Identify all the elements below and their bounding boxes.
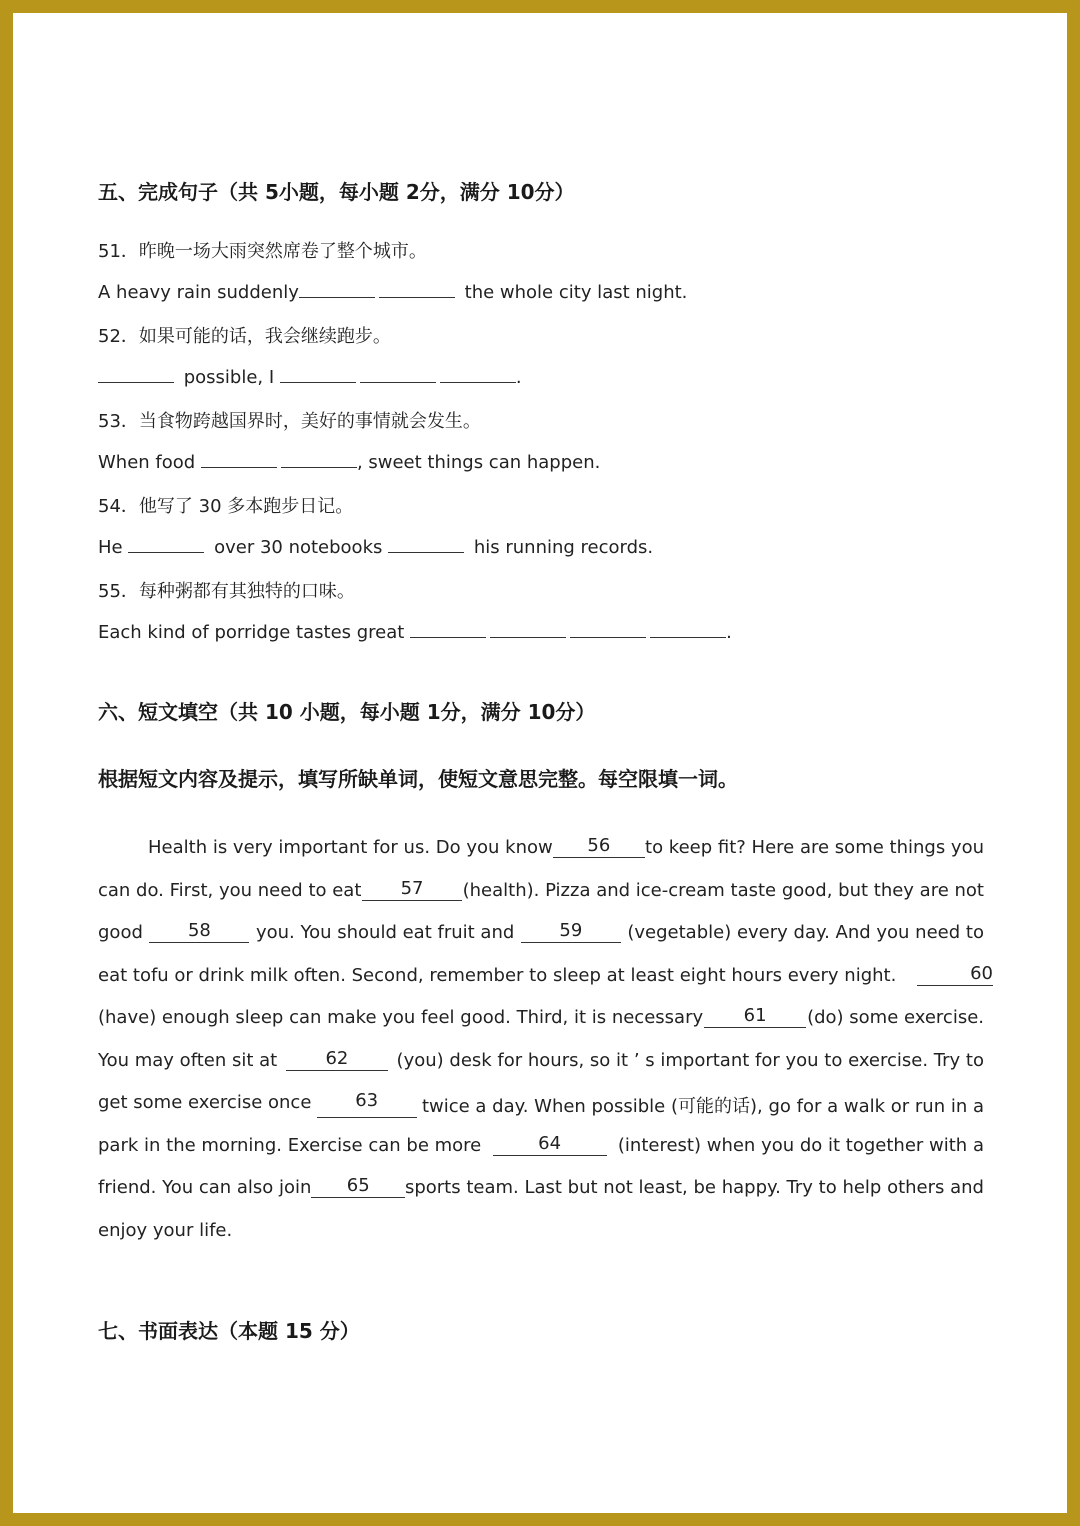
blank-60[interactable]: 60 [917,965,993,986]
question-51-prompt: 51．昨晚一场大雨突然席卷了整个城市。 [98,241,427,262]
answer-blank[interactable] [410,619,486,638]
question-54-answer-line [98,534,653,558]
q54-text-c: his running records. [473,537,654,558]
answer-blank[interactable] [440,364,516,383]
passage-line [98,880,984,901]
q53-text-a: When food [98,452,196,473]
passage-text: eat tofu or drink milk often. Second, remember to sleep at least eight hours every night. [98,965,897,986]
passage-line [98,1135,984,1156]
passage-text: sports team. Last but not least, be happy. Try to help others and [404,1177,984,1198]
q55-text-b: . [726,622,732,643]
passage-text: twice a day. When possible (可能的话), go for a walk or run in a [421,1096,984,1117]
question-53-prompt: 53．当食物跨越国界时，美好的事情就会发生。 [98,411,481,432]
passage-text: (health). Pizza and ice-cream taste good, but they are not [462,880,984,901]
passage-line [98,1050,984,1071]
q54-text-a: He [98,537,123,558]
passage-line [98,1007,984,1028]
answer-blank[interactable] [280,364,356,383]
passage-text: friend. You can also join [98,1177,312,1198]
blank-63[interactable]: 63 [317,1092,417,1118]
passage-text: (have) enough sleep can make you feel good. Third, it is necessary [98,1007,704,1028]
blank-58[interactable]: 58 [149,922,249,943]
passage-line [98,965,993,986]
q52-text-b: . [515,367,522,388]
question-55-prompt: 55．每种粥都有其独特的口味。 [98,581,355,602]
answer-blank[interactable] [299,279,375,298]
question-52-prompt: 52．如果可能的话，我会继续跑步。 [98,326,391,347]
blank-62[interactable]: 62 [286,1050,388,1071]
q55-text-a: Each kind of porridge tastes great [98,622,405,643]
section-7-heading: 七、书面表达（本题 15 分） [98,1319,360,1343]
q54-text-b: over 30 notebooks [214,537,383,558]
passage-text: Health is very important for us. Do you know [148,837,553,858]
section-5-heading: 五、完成句子（共 5小题，每小题 2分，满分 10分） [98,180,575,204]
blank-61[interactable]: 61 [704,1007,806,1028]
passage-line [148,837,984,858]
passage-text: you. You should eat fruit and [255,922,515,943]
passage-text: (vegetable) every day. And you need to [627,922,984,943]
question-51-answer-line [98,279,687,303]
passage-text: enjoy your life. [98,1220,233,1241]
blank-56[interactable]: 56 [553,837,645,858]
passage-text: good [98,922,143,943]
q52-text-a: possible, I [183,367,275,388]
question-52-answer-line [98,364,522,388]
passage-line [98,1177,984,1198]
answer-blank[interactable] [650,619,726,638]
passage-text: park in the morning. Exercise can be more [98,1135,482,1156]
answer-blank[interactable] [490,619,566,638]
passage-text: (do) some exercise. [807,1007,984,1028]
passage-line [98,1220,984,1241]
passage-line [98,922,984,943]
blank-57[interactable]: 57 [362,880,462,901]
question-55-answer-line [98,619,732,643]
blank-59[interactable]: 59 [521,922,621,943]
q51-text-a: A heavy rain suddenly [98,282,299,303]
blank-65[interactable]: 65 [311,1177,404,1198]
section-6-heading: 六、短文填空（共 10 小题，每小题 1分，满分 10分） [98,700,596,724]
answer-blank[interactable] [388,534,464,553]
answer-blank[interactable] [201,449,277,468]
exam-page [13,13,1067,1513]
answer-blank[interactable] [281,449,357,468]
answer-blank[interactable] [570,619,646,638]
passage-text: (you) desk for hours, so it ’ s important for you to exercise. Try to [396,1050,984,1071]
question-53-answer-line [98,449,600,473]
q53-text-b: , sweet things can happen. [356,452,601,473]
passage-text: can do. First, you need to eat [98,880,362,901]
passage-line [98,1092,984,1118]
passage-text: get some exercise once [98,1092,312,1113]
section-6-instruction: 根据短文内容及提示，填写所缺单词，使短文意思完整。每空限填一词。 [98,767,738,791]
answer-blank[interactable] [128,534,204,553]
passage-text: (interest) when you do it together with a [617,1135,984,1156]
passage-text: You may often sit at [98,1050,278,1071]
blank-64[interactable]: 64 [493,1135,607,1156]
answer-blank[interactable] [98,364,174,383]
answer-blank[interactable] [360,364,436,383]
q51-text-b: the whole city last night. [464,282,688,303]
passage-text: to keep fit? Here are some things you [645,837,984,858]
question-54-prompt: 54．他写了 30 多本跑步日记。 [98,496,354,517]
answer-blank[interactable] [379,279,455,298]
